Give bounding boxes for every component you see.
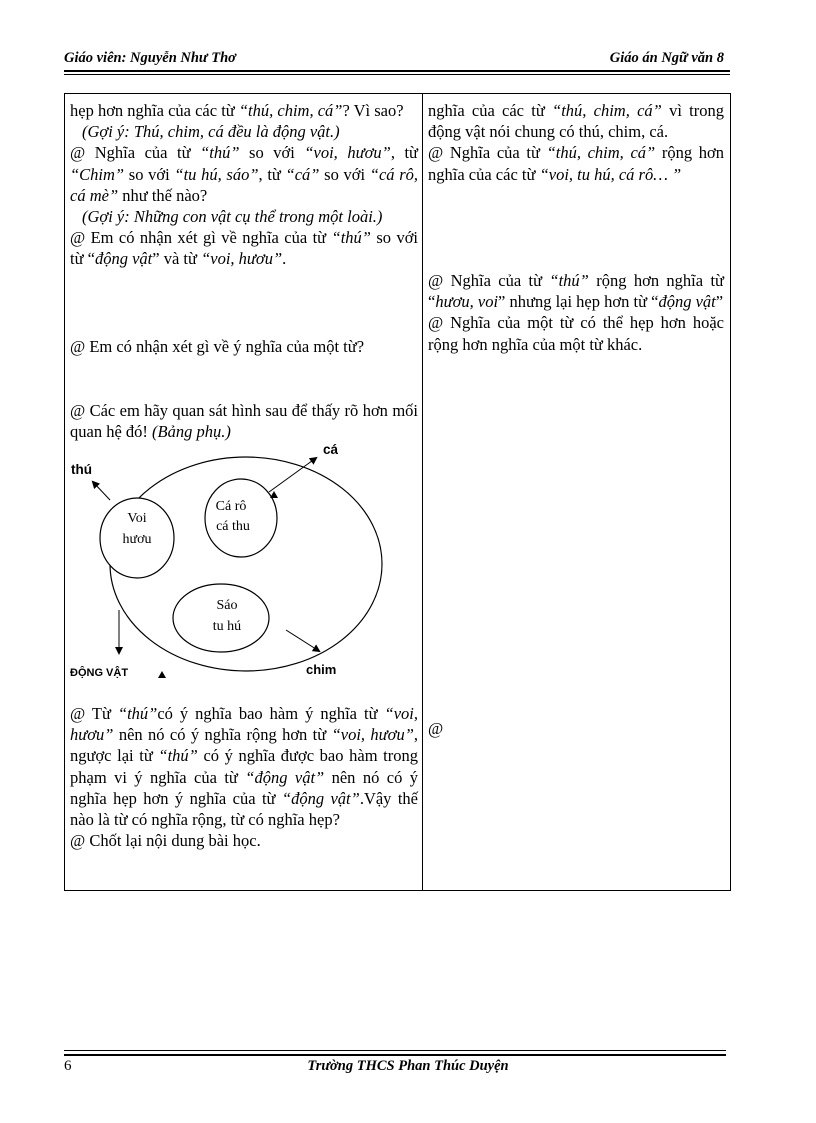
- italic-term: “động vật”: [281, 788, 360, 808]
- text-run: so với: [319, 164, 370, 184]
- text-run: so với từ “: [70, 228, 419, 269]
- text-run: @ Nghĩa của từ: [70, 143, 201, 163]
- italic-term: “động vật”: [245, 767, 325, 787]
- paragraph: [70, 703, 418, 830]
- arrow-chim: [286, 630, 319, 651]
- paragraph: [428, 142, 724, 184]
- right-column-top: [428, 100, 724, 185]
- left-column-bottom: [70, 703, 418, 851]
- italic-term: “voi, hươu”: [201, 249, 283, 269]
- teacher-name: Giáo viên: Nguyễn Như Thơ: [64, 50, 236, 66]
- right-column-mid: [428, 270, 724, 355]
- paragraph: [428, 312, 724, 354]
- text-run: có ý nghĩa bao hàm ý nghĩa từ: [157, 704, 385, 723]
- right-column-answer: [428, 718, 724, 739]
- italic-term: “voi, hươu”: [70, 704, 418, 745]
- text-run: @ Các em hãy quan sát hình sau để thấy rõ hơn mối quan hệ đó!: [70, 401, 418, 442]
- text-run: , từ: [258, 164, 286, 184]
- page-header: [64, 50, 726, 70]
- italic-term: (Bảng phụ.): [152, 422, 231, 442]
- footer-rule-thin: [64, 1050, 726, 1051]
- italic-term: “voi, hươu”: [331, 725, 414, 745]
- label-cathu: cá thu: [216, 519, 250, 534]
- text-run: nên nó có ý nghĩa rộng hơn từ: [113, 725, 332, 745]
- left-question-diagram: [70, 400, 418, 442]
- text-run: .Vậy thế nào là từ có nghĩa rộng, từ có nghĩa hẹp?: [70, 788, 418, 830]
- school-name: Trường THCS Phan Thúc Duyện: [307, 1058, 509, 1074]
- small-triangle-ca: [270, 491, 278, 498]
- italic-term: “thú”: [549, 271, 589, 290]
- italic-term: động vật: [658, 292, 716, 312]
- italic-term: “thú, chim, cá”: [238, 101, 343, 120]
- arrow-thu: [93, 482, 110, 500]
- paragraph: [70, 121, 418, 142]
- text-run: có ý nghĩa được bao hàm trong phạm vi ý nghĩa của từ: [70, 746, 418, 787]
- small-triangle-dongvat: [158, 671, 166, 678]
- question-observe: [70, 400, 418, 442]
- paragraph: [70, 830, 418, 851]
- label-voi: Voi: [127, 511, 147, 526]
- text-run: @ Nghĩa của một từ có thể hẹp hơn hoặc rộng hơn nghĩa của một từ khác.: [428, 313, 724, 354]
- text-run: .: [282, 249, 287, 269]
- text-run: ? Vì sao?: [342, 101, 404, 120]
- paragraph: [70, 206, 418, 227]
- paragraph: [70, 227, 418, 269]
- italic-term: “cá”: [285, 164, 320, 184]
- label-ca: cá: [323, 442, 339, 457]
- italic-term: “voi, tu hú, cá rô… ”: [539, 164, 682, 184]
- header-rule: [64, 70, 730, 72]
- label-caro: Cá rô: [215, 499, 247, 514]
- footer-rule: [64, 1054, 726, 1056]
- italic-term: động vật: [94, 249, 153, 269]
- text-run: nên nó có ý nghĩa hẹp hơn ý nghĩa của từ: [70, 767, 418, 808]
- text-run: như thế nào?: [118, 185, 208, 205]
- text-run: , từ: [390, 143, 418, 163]
- subject-title: Giáo án Ngữ văn 8: [609, 50, 724, 66]
- italic-term: “thú”: [200, 143, 240, 163]
- text-run: vì trong động vật nói chung có thú, chim, cá.: [428, 101, 724, 142]
- paragraph: [70, 142, 418, 206]
- label-sao: Sáo: [216, 598, 238, 613]
- italic-term: “thú”: [158, 746, 198, 766]
- header-rule-thin: [64, 74, 730, 75]
- label-huou: hươu: [122, 532, 152, 547]
- answer-placeholder: @: [428, 719, 444, 738]
- text-run: @ Chốt lại nội dung bài học.: [70, 831, 261, 851]
- text-run: @ Em có nhận xét gì về nghĩa của từ: [70, 228, 332, 248]
- italic-term: “thú”: [117, 704, 158, 723]
- text-run: so với: [239, 143, 305, 163]
- left-question-meaning: [70, 336, 418, 357]
- paragraph: [70, 100, 418, 121]
- page-number: 6: [64, 1058, 72, 1074]
- paragraph: [428, 100, 724, 142]
- word-meaning-diagram: [66, 440, 416, 685]
- text-run: ” nhưng lại hẹp hơn từ “: [498, 292, 659, 312]
- bird-circle: [173, 584, 269, 652]
- italic-term: hươu, voi: [435, 292, 499, 312]
- text-run: ”: [715, 292, 724, 312]
- italic-term: “tu hú, sáo”: [174, 164, 259, 184]
- italic-term: “Chim”: [70, 164, 125, 184]
- column-divider: [422, 93, 423, 891]
- text-run: @ Từ: [70, 704, 118, 723]
- text-run: ” và từ: [152, 249, 202, 269]
- italic-term: “thú, chim, cá”: [552, 101, 662, 120]
- question-meaning: @ Em có nhận xét gì về ý nghĩa của một từ?: [70, 337, 365, 356]
- italic-term: “cá rô, cá mè”: [70, 164, 419, 205]
- italic-term: “voi, hươu”: [304, 143, 391, 163]
- italic-term: “thú, chim, cá”: [546, 143, 656, 163]
- label-dongvat: ĐỘNG VẬT: [70, 667, 129, 679]
- text-run: rộng hơn nghĩa của các từ: [428, 143, 724, 184]
- italic-term: (Gợi ý: Thú, chim, cá đều là động vật.): [82, 122, 340, 142]
- text-run: nghĩa của các từ: [428, 101, 553, 120]
- label-chim: chim: [306, 662, 337, 677]
- italic-term: “thú”: [331, 228, 371, 248]
- text-run: @ Nghĩa của từ: [428, 271, 550, 290]
- text-run: rộng hơn nghĩa từ “: [428, 271, 724, 312]
- left-column-top: [70, 100, 418, 270]
- text-run: hẹp hơn nghĩa của các từ: [70, 101, 239, 120]
- label-tuhu: tu hú: [212, 619, 242, 634]
- italic-term: (Gợi ý: Những con vật cụ thể trong một loài.): [82, 207, 383, 227]
- paragraph: [428, 270, 724, 312]
- text-run: @ Nghĩa của từ: [428, 143, 547, 163]
- label-thu: thú: [71, 462, 92, 477]
- text-run: , ngược lại từ: [70, 725, 418, 766]
- fish-circle: [205, 479, 277, 557]
- text-run: so với: [124, 164, 175, 184]
